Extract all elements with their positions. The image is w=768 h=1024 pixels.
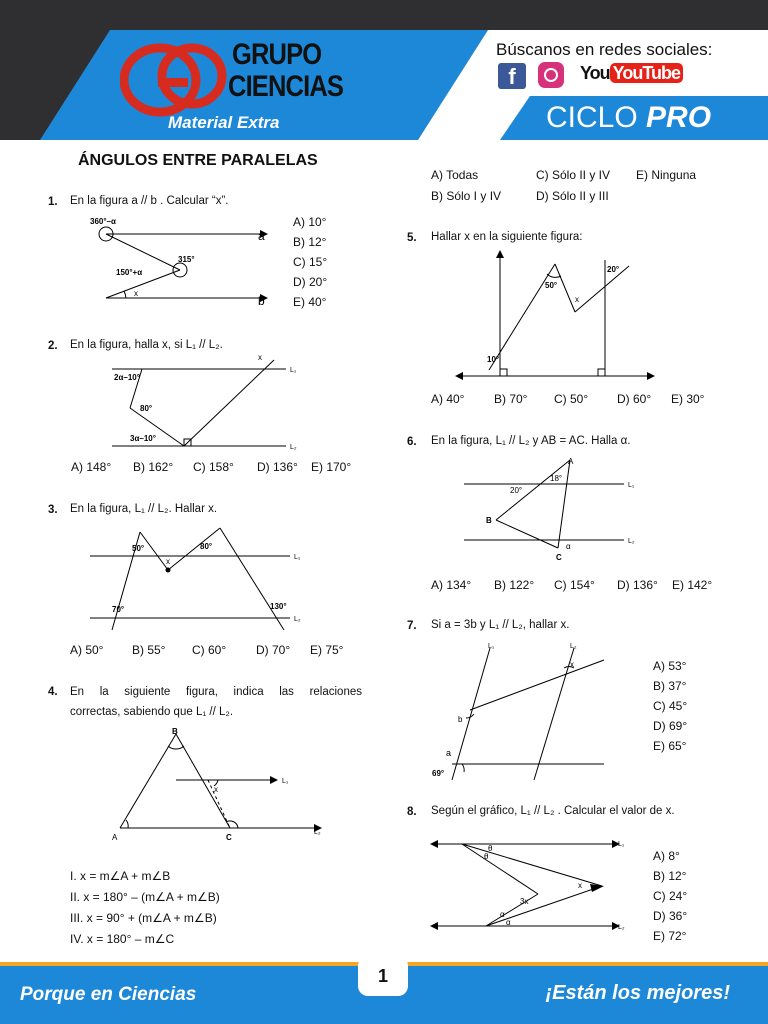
- q1-option-c[interactable]: C) 15°: [293, 255, 328, 269]
- q8-option-e[interactable]: E) 72°: [653, 929, 687, 943]
- q2-option-a[interactable]: A) 148°: [71, 460, 112, 474]
- q3-figure: [88, 526, 308, 632]
- q1-options: [293, 212, 327, 312]
- q4-option-d[interactable]: D) Sólo II y III: [536, 189, 609, 203]
- q6-label-20: 20°: [510, 486, 523, 495]
- q2-option-d[interactable]: D) 136°: [257, 460, 298, 474]
- ciclo-pro-label: CICLO PRO: [546, 101, 712, 134]
- q2-text: En la figura, halla x, si L₁ // L₂.: [70, 339, 223, 351]
- q8-label-x: x: [578, 881, 582, 890]
- q8-option-d[interactable]: D) 36°: [653, 909, 688, 923]
- facebook-icon[interactable]: f: [498, 63, 526, 89]
- q5-option-b[interactable]: B) 70°: [494, 392, 528, 406]
- q6-label-18: 18°: [550, 474, 563, 483]
- youtube-icon[interactable]: You YouTube: [580, 63, 683, 84]
- q1-option-a[interactable]: A) 10°: [293, 215, 327, 229]
- q8-label-3x: 3x: [520, 897, 529, 906]
- q5-option-a[interactable]: A) 40°: [431, 392, 465, 406]
- q2-label-x: x: [258, 353, 262, 362]
- q7-figure: [424, 638, 614, 784]
- q3-number: 3.: [48, 504, 58, 516]
- q1-option-e[interactable]: E) 40°: [293, 295, 327, 309]
- q4-statements: [70, 866, 220, 950]
- q4-text-1: En la siguiente figura, indica las relaciones: [70, 686, 362, 698]
- footer-right-text: ¡Están los mejores!: [545, 982, 730, 1004]
- q4-statement-4: IV. x = 180° – m∠C: [70, 932, 175, 946]
- q4-option-e[interactable]: E) Ninguna: [636, 168, 697, 182]
- q7-number: 7.: [407, 620, 417, 632]
- material-extra-label: Material Extra: [168, 113, 280, 132]
- page-title: ÁNGULOS ENTRE PARALELAS: [78, 152, 318, 169]
- q4-statement-1: I. x = m∠A + m∠B: [70, 869, 171, 883]
- q2-label-l2: L₂: [290, 444, 297, 451]
- q2-option-e[interactable]: E) 170°: [311, 460, 352, 474]
- grupo-ciencias-logo: [120, 38, 230, 118]
- q1-option-b[interactable]: B) 12°: [293, 235, 327, 249]
- q4-label-b: B: [172, 727, 178, 736]
- q7-option-e[interactable]: E) 65°: [653, 739, 687, 753]
- q7-option-a[interactable]: A) 53°: [653, 659, 687, 673]
- q5-options: [431, 392, 741, 408]
- q5-option-c[interactable]: C) 50°: [554, 392, 589, 406]
- q6-option-b[interactable]: B) 122°: [494, 578, 535, 592]
- q8-label-l2: L₂: [618, 924, 625, 931]
- q4-figure: [110, 724, 330, 844]
- q6-text: En la figura, L₁ // L₂ y AB = AC. Halla α.: [431, 435, 631, 447]
- q3-label-l1: L₁: [294, 554, 301, 561]
- q6-number: 6.: [407, 436, 417, 448]
- q8-label-l1: L₁: [618, 841, 625, 848]
- q8-option-c[interactable]: C) 24°: [653, 889, 688, 903]
- q7-label-b: b: [458, 715, 463, 724]
- q4-label-c: C: [226, 833, 232, 842]
- q3-options: [70, 643, 370, 659]
- brand-line2: CIENCIAS: [228, 70, 344, 103]
- q6-figure: [460, 452, 650, 564]
- q1-label-2: 315°: [178, 255, 195, 264]
- q7-option-d[interactable]: D) 69°: [653, 719, 688, 733]
- q7-label-l2: L₂: [570, 643, 577, 650]
- q6-label-c: C: [556, 553, 562, 562]
- q6-label-l2: L₂: [628, 538, 635, 545]
- q3-option-c[interactable]: C) 60°: [192, 643, 227, 657]
- q6-label-b: B: [486, 516, 492, 525]
- q2-label-1: 2α–10°: [114, 373, 140, 382]
- q1-number: 1.: [48, 196, 58, 208]
- q2-options: [71, 460, 371, 476]
- q3-option-e[interactable]: E) 75°: [310, 643, 344, 657]
- q3-label-4: 130°: [270, 602, 287, 611]
- q5-number: 5.: [407, 232, 417, 244]
- q5-label-3: 10°: [487, 355, 500, 364]
- q4-option-c[interactable]: C) Sólo II y IV: [536, 168, 611, 182]
- q4-label-x: x: [214, 785, 218, 794]
- q2-label-l1: L₁: [290, 367, 297, 374]
- q2-option-b[interactable]: B) 162°: [133, 460, 174, 474]
- q5-figure: [455, 250, 655, 386]
- q8-option-b[interactable]: B) 12°: [653, 869, 687, 883]
- q4-text-2: correctas, sabiendo que L₁ // L₂.: [70, 706, 234, 718]
- q5-label-x: x: [575, 295, 579, 304]
- q5-label-2: 20°: [607, 265, 620, 274]
- q4-number: 4.: [48, 686, 58, 698]
- q4-options: [431, 168, 751, 212]
- q8-label-theta1: θ: [488, 844, 493, 853]
- q2-figure: [108, 350, 308, 454]
- q3-label-l2: L₂: [294, 616, 301, 623]
- q1-label-x: x: [134, 289, 138, 298]
- q8-label-alpha1: α: [500, 910, 505, 919]
- q1-label-b: b: [258, 294, 265, 308]
- q2-option-c[interactable]: C) 158°: [193, 460, 234, 474]
- brand-line1: GRUPO: [232, 38, 322, 71]
- q8-text: Según el gráfico, L₁ // L₂ . Calcular el valor de x.: [431, 805, 675, 817]
- q3-label-3: 70°: [112, 605, 125, 614]
- q1-text: En la figura a // b . Calcular “x”.: [70, 195, 229, 207]
- q6-options: [431, 578, 741, 594]
- q7-label-69: 69°: [432, 769, 445, 778]
- q8-option-a[interactable]: A) 8°: [653, 849, 680, 863]
- q3-option-a[interactable]: A) 50°: [70, 643, 104, 657]
- q7-text: Si a = 3b y L₁ // L₂, hallar x.: [431, 619, 570, 631]
- q4-option-a[interactable]: A) Todas: [431, 168, 479, 182]
- q5-option-e[interactable]: E) 30°: [671, 392, 705, 406]
- page-number: 1: [358, 956, 408, 996]
- q2-label-2: 80°: [140, 404, 153, 413]
- header-banner: [0, 0, 768, 140]
- q5-label-1: 50°: [545, 281, 558, 290]
- q3-text: En la figura, L₁ // L₂. Hallar x.: [70, 503, 218, 515]
- q7-option-c[interactable]: C) 45°: [653, 699, 688, 713]
- q5-text: Hallar x en la siguiente figura:: [431, 231, 583, 243]
- q3-option-d[interactable]: D) 70°: [256, 643, 291, 657]
- q7-option-b[interactable]: B) 37°: [653, 679, 687, 693]
- q8-number: 8.: [407, 806, 417, 818]
- q6-option-a[interactable]: A) 134°: [431, 578, 472, 592]
- q4-label-l2: L₂: [314, 829, 321, 836]
- q3-label-2: 80°: [200, 542, 213, 551]
- q1-option-d[interactable]: D) 20°: [293, 275, 328, 289]
- social-title: Búscanos en redes sociales:: [496, 40, 713, 59]
- q1-label-1: 360°–α: [90, 217, 116, 226]
- q2-number: 2.: [48, 340, 58, 352]
- q6-label-alpha: α: [566, 542, 571, 551]
- q3-option-b[interactable]: B) 55°: [132, 643, 166, 657]
- q6-option-c[interactable]: C) 154°: [554, 578, 595, 592]
- q1-label-a: a: [258, 229, 265, 243]
- footer-left-text: Porque en Ciencias: [20, 984, 197, 1005]
- q4-label-a: A: [112, 833, 118, 842]
- q7-label-l1: L₁: [488, 643, 495, 650]
- q7-label-x: x: [570, 660, 574, 669]
- instagram-icon[interactable]: [538, 62, 564, 88]
- q4-option-b[interactable]: B) Sólo I y IV: [431, 189, 502, 203]
- q6-option-d[interactable]: D) 136°: [617, 578, 658, 592]
- q2-label-3: 3α–10°: [130, 434, 156, 443]
- q6-label-l1: L₁: [628, 482, 635, 489]
- q4-statement-2: II. x = 180° – (m∠A + m∠B): [70, 890, 220, 904]
- q4-statement-3: III. x = 90° + (m∠A + m∠B): [70, 911, 217, 925]
- q7-options: [653, 656, 687, 756]
- q1-label-3: 150°+α: [116, 268, 143, 277]
- q5-option-d[interactable]: D) 60°: [617, 392, 652, 406]
- q6-label-a: A: [568, 457, 574, 466]
- q4-label-l1: L₁: [282, 778, 289, 785]
- q7-label-a: a: [446, 748, 452, 758]
- q8-options: [653, 846, 687, 946]
- q6-option-e[interactable]: E) 142°: [672, 578, 713, 592]
- q8-figure: [430, 834, 640, 944]
- q3-label-x: x: [166, 557, 170, 566]
- q1-figure: [82, 210, 282, 310]
- q8-label-theta2: θ: [484, 852, 489, 861]
- q8-label-alpha2: α: [506, 918, 511, 927]
- q3-label-1: 50°: [132, 544, 145, 553]
